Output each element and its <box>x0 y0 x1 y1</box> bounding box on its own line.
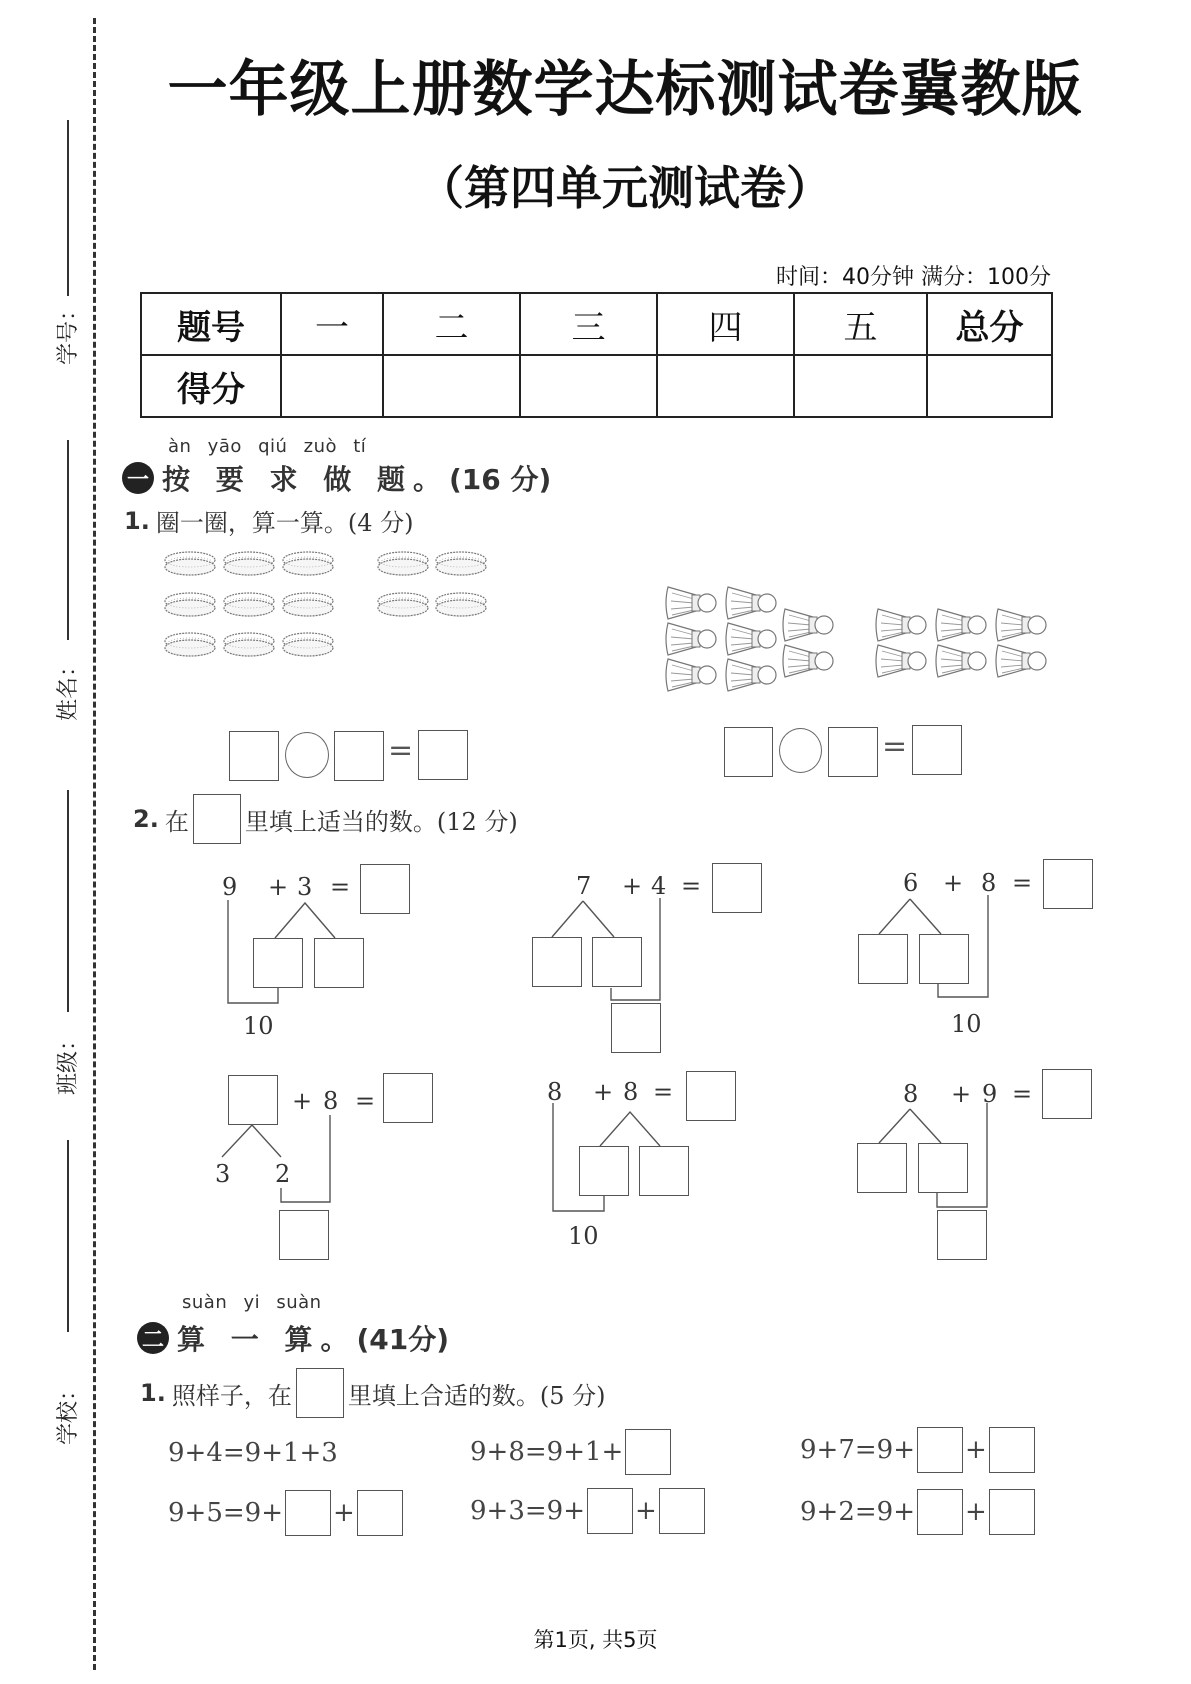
header-cell: 四 <box>657 293 794 355</box>
addend-b: 8 <box>981 869 997 897</box>
operator-circle[interactable] <box>285 732 329 778</box>
addend-b: 8 <box>623 1078 639 1106</box>
ten-label: 10 <box>951 1010 982 1038</box>
answer-box[interactable] <box>917 1489 963 1535</box>
ten-box[interactable] <box>279 1210 329 1260</box>
sum-box[interactable] <box>360 864 410 914</box>
page-number: 第1页, 共5页 <box>533 1628 658 1652</box>
section1-title: 按 要 求 做 题。 <box>162 463 449 496</box>
addend-a: 9 <box>222 873 238 901</box>
student-id-label: 学号： <box>56 298 81 365</box>
addend-a: 8 <box>547 1078 563 1106</box>
addend-box[interactable] <box>228 1075 278 1125</box>
answer-box[interactable] <box>917 1427 963 1473</box>
score-table-header-row <box>141 293 1052 355</box>
page-subtitle: （第四单元测试卷） <box>418 161 832 215</box>
section1-badge: 一 <box>122 462 154 494</box>
school-label: 学校： <box>56 1378 81 1445</box>
header-cell: 五 <box>794 293 927 355</box>
answer-box[interactable] <box>828 727 878 777</box>
part-box[interactable] <box>857 1143 907 1193</box>
ten-box[interactable] <box>611 1003 661 1053</box>
section2-title: 算 一 算。 <box>177 1323 357 1356</box>
score-row-label: 得分 <box>141 355 281 417</box>
expression-9-plus-5: 9+5=9+ + <box>168 1490 405 1536</box>
expression-9-plus-8: 9+8=9+1+ <box>470 1429 673 1475</box>
header-cell: 二 <box>383 293 520 355</box>
plus-sign: + <box>622 872 643 900</box>
plus-sign: + <box>943 869 964 897</box>
part-box[interactable] <box>532 937 582 987</box>
cookie-icon <box>160 548 500 663</box>
part-box[interactable] <box>639 1146 689 1196</box>
equals-sign: = <box>882 729 908 764</box>
answer-box[interactable] <box>659 1488 705 1534</box>
part-box[interactable] <box>919 934 969 984</box>
equals-sign: = <box>681 872 702 900</box>
student-id-line <box>67 120 69 296</box>
score-cell[interactable] <box>927 355 1052 417</box>
score-cell[interactable] <box>520 355 657 417</box>
answer-box[interactable] <box>989 1427 1035 1473</box>
sum-box[interactable] <box>383 1073 433 1123</box>
sum-box[interactable] <box>1042 1069 1092 1119</box>
header-cell: 总分 <box>927 293 1052 355</box>
cookies-picture <box>160 548 500 663</box>
score-cell[interactable] <box>657 355 794 417</box>
answer-box[interactable] <box>334 731 384 781</box>
answer-box[interactable] <box>357 1490 403 1536</box>
expression-9-plus-3: 9+3=9+ + <box>470 1488 707 1534</box>
example-expression: 9+4=9+1+3 <box>168 1438 338 1468</box>
class-label: 班级： <box>56 1028 81 1095</box>
equals-sign: = <box>653 1078 674 1106</box>
class-line <box>67 790 69 1012</box>
part-box[interactable] <box>253 938 303 988</box>
ten-box[interactable] <box>937 1210 987 1260</box>
addend-a: 6 <box>903 869 919 897</box>
split-left: 3 <box>215 1160 231 1188</box>
score-table <box>140 292 1053 418</box>
sample-box <box>193 794 241 844</box>
part-box[interactable] <box>858 934 908 984</box>
answer-box[interactable] <box>625 1429 671 1475</box>
expression-9-plus-2: 9+2=9+ + <box>800 1489 1037 1535</box>
equals-sign: = <box>388 733 414 768</box>
part-box[interactable] <box>579 1146 629 1196</box>
s1-q2-prompt: 2. 在 里填上适当的数。(12 分) <box>133 794 518 844</box>
answer-box[interactable] <box>285 1490 331 1536</box>
answer-box[interactable] <box>418 730 468 780</box>
score-cell[interactable] <box>383 355 520 417</box>
name-line <box>67 440 69 640</box>
answer-box[interactable] <box>912 725 962 775</box>
section2-score: (41分) <box>356 1323 450 1356</box>
section1-pinyin: àn yāo qiú zuò tí <box>168 436 367 457</box>
sum-box[interactable] <box>1043 859 1093 909</box>
section1-heading <box>122 458 551 498</box>
answer-box[interactable] <box>989 1489 1035 1535</box>
s1-q1-prompt: 1. 圈一圈，算一算。(4 分) <box>124 506 414 537</box>
addend-a: 8 <box>903 1080 919 1108</box>
section2-badge: 二 <box>137 1322 169 1354</box>
plus-sign: + <box>951 1080 972 1108</box>
plus-sign: + <box>593 1078 614 1106</box>
section2-pinyin: suàn yi suàn <box>182 1292 322 1313</box>
sum-box[interactable] <box>686 1071 736 1121</box>
sample-box <box>296 1368 344 1418</box>
name-label: 姓名： <box>56 654 81 721</box>
s2-q1-prompt: 1. 照样子，在 里填上合适的数。(5 分) <box>140 1368 605 1418</box>
addend-b: 3 <box>297 873 313 901</box>
equals-sign: = <box>1012 869 1033 897</box>
equals-sign: = <box>1012 1080 1033 1108</box>
score-cell[interactable] <box>281 355 383 417</box>
answer-box[interactable] <box>724 727 773 777</box>
header-cell: 一 <box>281 293 383 355</box>
shuttlecock-icon <box>660 585 1060 705</box>
shuttlecocks-picture <box>660 585 1060 705</box>
header-cell: 题号 <box>141 293 281 355</box>
expression-9-plus-7: 9+7=9+ + <box>800 1427 1037 1473</box>
part-box[interactable] <box>314 938 364 988</box>
cut-line <box>93 18 96 1670</box>
ten-label: 10 <box>243 1012 274 1040</box>
plus-sign: + <box>268 873 289 901</box>
part-box[interactable] <box>592 937 642 987</box>
split-right: 2 <box>275 1160 291 1188</box>
ten-label: 10 <box>568 1222 599 1250</box>
answer-box[interactable] <box>229 731 279 781</box>
operator-circle[interactable] <box>779 728 822 773</box>
header-cell: 三 <box>520 293 657 355</box>
section2-heading <box>137 1318 449 1358</box>
score-cell[interactable] <box>794 355 927 417</box>
page-title: 一年级上册数学达标测试卷冀教版 <box>167 55 1083 125</box>
addend-b: 9 <box>982 1080 998 1108</box>
addend-a: 7 <box>576 872 592 900</box>
answer-box[interactable] <box>587 1488 633 1534</box>
sum-box[interactable] <box>712 863 762 913</box>
exam-meta: 时间：40分钟 满分：100分 <box>776 265 1051 290</box>
school-line <box>67 1140 69 1332</box>
addend-b: 8 <box>323 1087 339 1115</box>
equals-sign: = <box>355 1087 376 1115</box>
equals-sign: = <box>330 873 351 901</box>
addend-b: 4 <box>651 872 667 900</box>
section1-score: (16 分) <box>449 463 552 496</box>
score-table-score-row <box>141 355 1052 417</box>
part-box[interactable] <box>918 1143 968 1193</box>
plus-sign: + <box>292 1087 313 1115</box>
